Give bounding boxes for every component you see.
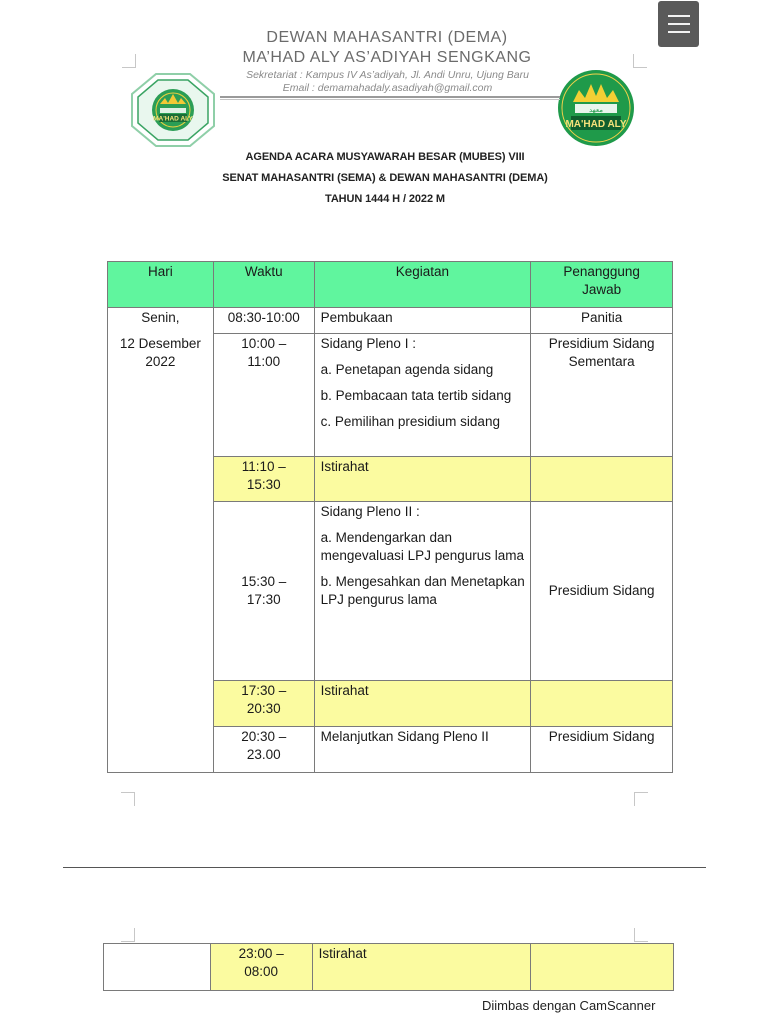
agenda-table-continued — [103, 943, 674, 991]
header-rule — [220, 96, 560, 98]
crop-mark — [634, 792, 648, 806]
time-cell: 10:00 – 11:00 — [213, 334, 314, 457]
svg-text:ﻣﻌﻬﺪ: ﻣﻌﻬﺪ — [588, 106, 604, 114]
time-cell: 20:30 – 23.00 — [213, 727, 314, 773]
header-penanggung-jawab: Penanggung Jawab — [531, 262, 673, 308]
crop-mark — [121, 928, 135, 942]
svg-text:MA'HAD ALY: MA'HAD ALY — [153, 115, 193, 123]
org-name-line2: MA’HAD ALY AS’ADIYAH SENGKANG — [242, 49, 532, 66]
document-title-line1: AGENDA ACARA MUSYAWARAH BESAR (MUBES) VIII — [245, 151, 525, 163]
table-header-row — [108, 262, 673, 308]
day-date: 12 Desember — [119, 336, 201, 351]
document-title-line3: TAHUN 1444 H / 2022 M — [325, 193, 445, 205]
activity-title: Sidang Pleno II : — [320, 504, 420, 519]
activity-cell: Istirahat — [314, 457, 531, 502]
agenda-table — [107, 261, 673, 773]
day-cell — [108, 308, 214, 773]
list-item: b. Pembacaan tata tertib sidang — [320, 388, 512, 403]
pj-cell — [531, 944, 674, 991]
svg-text:MA'HAD ALY: MA'HAD ALY — [565, 119, 627, 130]
list-item: a. Penetapan agenda sidang — [320, 362, 494, 377]
scanner-watermark: Diimbas dengan CamScanner — [482, 998, 656, 1013]
activity-cell: Pembukaan — [314, 308, 531, 334]
day-year: 2022 — [145, 354, 176, 369]
dema-logo-icon — [130, 72, 216, 148]
pj-cell: Presidium Sidang Sementara — [531, 334, 673, 457]
pj-cell — [531, 681, 673, 727]
activity-title: Sidang Pleno I : — [320, 336, 416, 351]
activity-cell — [314, 334, 531, 457]
list-item: a. Mendengarkan dan mengevaluasi LPJ pengurus lama — [320, 530, 524, 563]
contact-email: Email : demamahadaly.asadiyah@gmail.com — [282, 82, 493, 94]
header-kegiatan: Kegiatan — [314, 262, 531, 308]
list-item: b. Mengesahkan dan Menetapkan LPJ pengurus lama — [320, 574, 525, 607]
time-cell: 08:30-10:00 — [213, 308, 314, 334]
header-hari: Hari — [108, 262, 214, 308]
header-rule-thin — [220, 99, 560, 100]
pj-cell: Presidium Sidang — [531, 727, 673, 773]
pj-cell — [531, 457, 673, 502]
activity-cell: Melanjutkan Sidang Pleno II — [314, 727, 531, 773]
time-cell: 17:30 – 20:30 — [213, 681, 314, 727]
time-cell: 23:00 – 08:00 — [210, 944, 312, 991]
crop-mark — [633, 54, 647, 68]
pj-cell: Panitia — [531, 308, 673, 334]
time-cell: 11:10 – 15:30 — [213, 457, 314, 502]
crop-mark — [121, 792, 135, 806]
page-divider — [63, 867, 706, 868]
table-row-break — [104, 944, 674, 991]
time-cell: 15:30 – 17:30 — [213, 502, 314, 681]
document-title-line2: SENAT MAHASANTRI (SEMA) & DEWAN MAHASANTRI (DEMA) — [222, 172, 548, 184]
day-name: Senin, — [141, 310, 180, 325]
hamburger-menu-icon[interactable] — [658, 1, 699, 47]
header-waktu: Waktu — [213, 262, 314, 308]
secretariat-address: Sekretariat : Kampus IV As’adiyah, Jl. Andi Unru, Ujung Baru — [246, 69, 529, 81]
crop-mark — [122, 54, 136, 68]
mahad-aly-logo-icon — [555, 68, 637, 148]
activity-cell: Istirahat — [314, 681, 531, 727]
crop-mark — [634, 928, 648, 942]
day-cell — [104, 944, 211, 991]
activity-cell: Istirahat — [312, 944, 531, 991]
activity-cell — [314, 502, 531, 681]
org-name-line1: DEWAN MAHASANTRI (DEMA) — [266, 29, 508, 46]
table-row — [108, 308, 673, 334]
pj-cell: Presidium Sidang — [531, 502, 673, 681]
list-item: c. Pemilihan presidium sidang — [320, 414, 500, 429]
